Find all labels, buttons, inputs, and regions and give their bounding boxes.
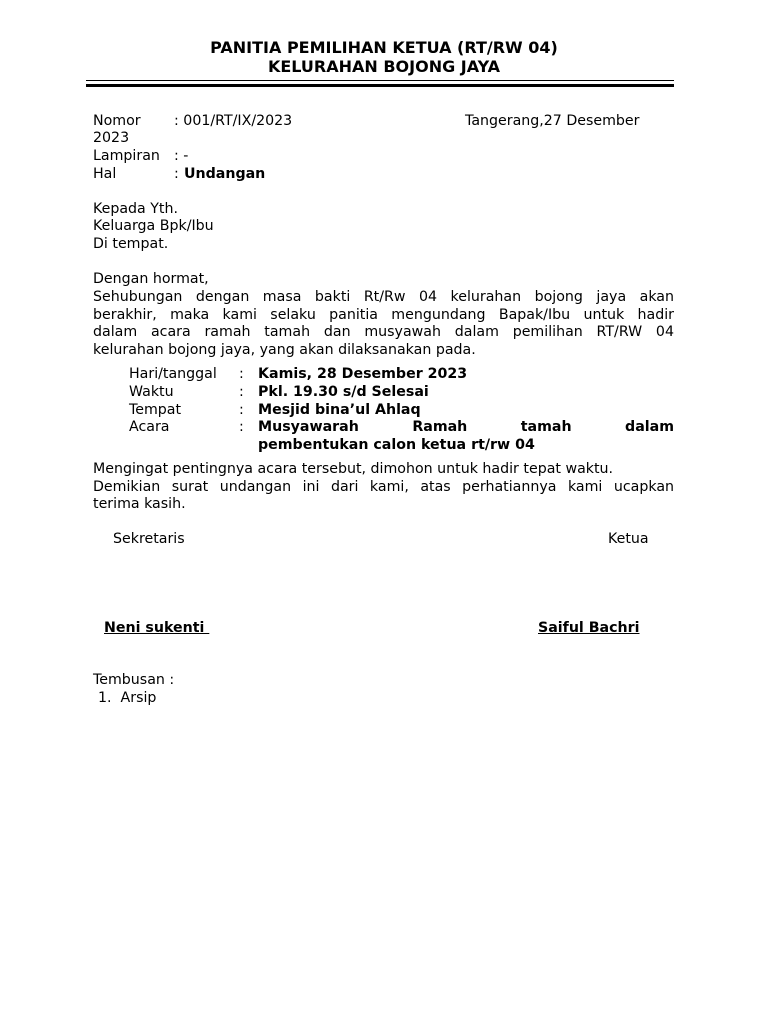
nomor-value: : 001/RT/IX/2023 (174, 113, 293, 129)
letterhead-subtitle: KELURAHAN BOJONG JAYA (267, 57, 501, 76)
hal-colon: : (174, 166, 179, 182)
detail-colon: : (239, 366, 244, 382)
nomor-label: Nomor (93, 113, 141, 129)
tempat-label: Tempat (129, 402, 182, 418)
waktu-label: Waktu (129, 384, 174, 400)
paragraph-line: dalam acara ramah tamah dan musyawah dalam pemilihan RT/RW 04 (93, 324, 674, 340)
header-divider-thin (86, 80, 674, 81)
detail-colon: : (239, 384, 244, 400)
acara-value-line2: pembentukan calon ketua rt/rw 04 (258, 437, 535, 453)
cc-label: Tembusan : (93, 672, 175, 688)
lampiran-label: Lampiran (93, 148, 160, 164)
secretary-role: Sekretaris (113, 531, 185, 547)
cc-item: 1. Arsip (98, 690, 157, 706)
acara-value-line1: Musyawarah Ramah tamah dalam (258, 419, 674, 435)
recipient-line2: Keluarga Bpk/Ibu (93, 218, 214, 234)
recipient-line1: Kepada Yth. (93, 201, 178, 217)
chairman-name: Saiful Bachri (538, 620, 640, 636)
chairman-role: Ketua (608, 531, 649, 547)
paragraph-line: Sehubungan dengan masa bakti Rt/Rw 04 kelurahan bojong jaya akan (93, 289, 674, 305)
waktu-value: Pkl. 19.30 s/d Selesai (258, 384, 429, 400)
lampiran-value: : - (174, 148, 189, 164)
closing-line1: Mengingat pentingnya acara tersebut, dimohon untuk hadir tepat waktu. (93, 461, 614, 477)
hari-value: Kamis, 28 Desember 2023 (258, 366, 468, 382)
recipient-line3: Di tempat. (93, 236, 169, 252)
detail-colon: : (239, 402, 244, 418)
paragraph-line: kelurahan bojong jaya, yang akan dilaksanakan pada. (93, 342, 476, 358)
hal-value: Undangan (184, 166, 266, 182)
closing-line3: terima kasih. (93, 496, 186, 512)
closing-line2: Demikian surat undangan ini dari kami, atas perhatiannya kami ucapkan (93, 479, 674, 495)
greeting: Dengan hormat, (93, 271, 209, 287)
letterhead-title: PANITIA PEMILIHAN KETUA (RT/RW 04) (210, 38, 558, 57)
acara-label: Acara (129, 419, 170, 435)
detail-colon: : (239, 419, 244, 435)
hal-label: Hal (93, 166, 117, 182)
tempat-value: Mesjid bina’ul Ahlaq (258, 402, 421, 418)
place-date-year: 2023 (93, 130, 130, 146)
place-date: Tangerang,27 Desember (465, 113, 640, 129)
header-divider-thick (86, 84, 674, 87)
paragraph-line: berakhir, maka kami selaku panitia mengundang Bapak/Ibu untuk hadir (93, 307, 674, 323)
hari-label: Hari/tanggal (129, 366, 217, 382)
secretary-name: Neni sukenti (104, 620, 210, 636)
